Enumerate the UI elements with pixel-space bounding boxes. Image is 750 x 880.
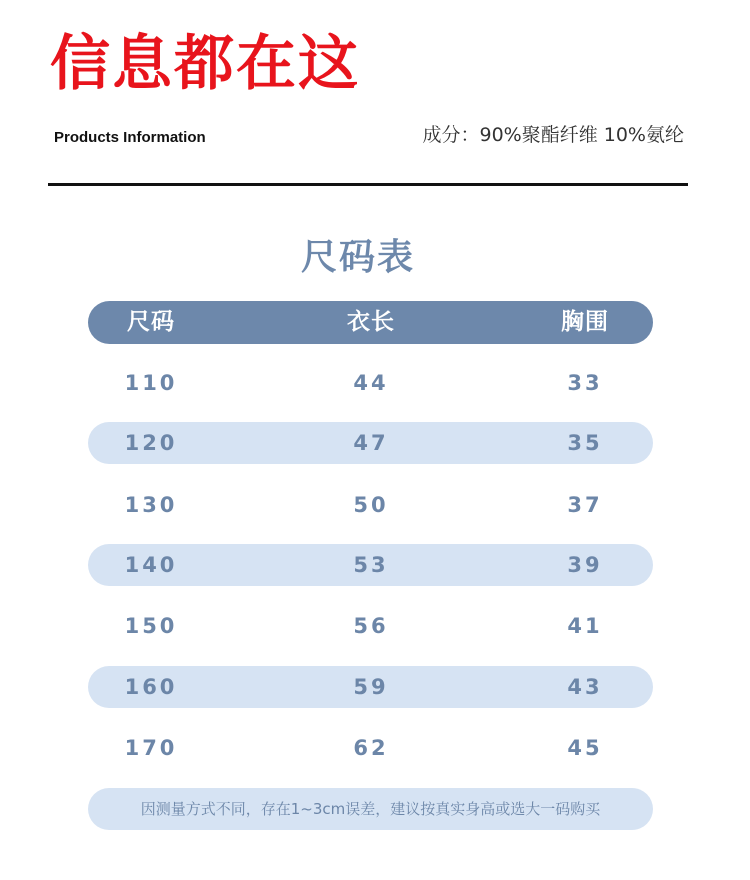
- chest-cell: 37: [567, 493, 603, 517]
- table-row: [88, 727, 653, 769]
- chest-cell: 45: [567, 736, 603, 760]
- size-cell: 120: [124, 431, 178, 455]
- composition-text: 成分：90%聚酯纤维 10%氨纶: [422, 124, 684, 146]
- table-row: [88, 484, 653, 526]
- size-cell: 140: [124, 553, 178, 577]
- chest-cell: 43: [567, 675, 603, 699]
- column-header-chest: 胸围: [561, 309, 609, 335]
- table-row: [88, 422, 653, 464]
- length-cell: 47: [353, 431, 389, 455]
- column-header-size: 尺码: [127, 309, 175, 335]
- page-title: 信息都在这: [50, 29, 360, 99]
- table-row: [88, 362, 653, 404]
- measurement-note: 因测量方式不同，存在1~3cm误差，建议按真实身高或选大一码购买: [88, 788, 653, 830]
- header-divider: [48, 183, 688, 186]
- table-row: [88, 544, 653, 586]
- products-information-subtitle: Products Information: [54, 129, 206, 146]
- length-cell: 62: [353, 736, 389, 760]
- table-row: [88, 605, 653, 647]
- chest-cell: 35: [567, 431, 603, 455]
- size-cell: 110: [124, 371, 178, 395]
- length-cell: 56: [353, 614, 389, 638]
- length-cell: 44: [353, 371, 389, 395]
- table-row: [88, 666, 653, 708]
- chest-cell: 41: [567, 614, 603, 638]
- size-chart-title: 尺码表: [300, 237, 415, 278]
- size-cell: 170: [124, 736, 178, 760]
- size-chart-header-row: [88, 301, 653, 344]
- column-header-length: 衣长: [347, 309, 395, 335]
- length-cell: 59: [353, 675, 389, 699]
- length-cell: 53: [353, 553, 389, 577]
- length-cell: 50: [353, 493, 389, 517]
- size-cell: 160: [124, 675, 178, 699]
- size-cell: 130: [124, 493, 178, 517]
- chest-cell: 33: [567, 371, 603, 395]
- size-cell: 150: [124, 614, 178, 638]
- chest-cell: 39: [567, 553, 603, 577]
